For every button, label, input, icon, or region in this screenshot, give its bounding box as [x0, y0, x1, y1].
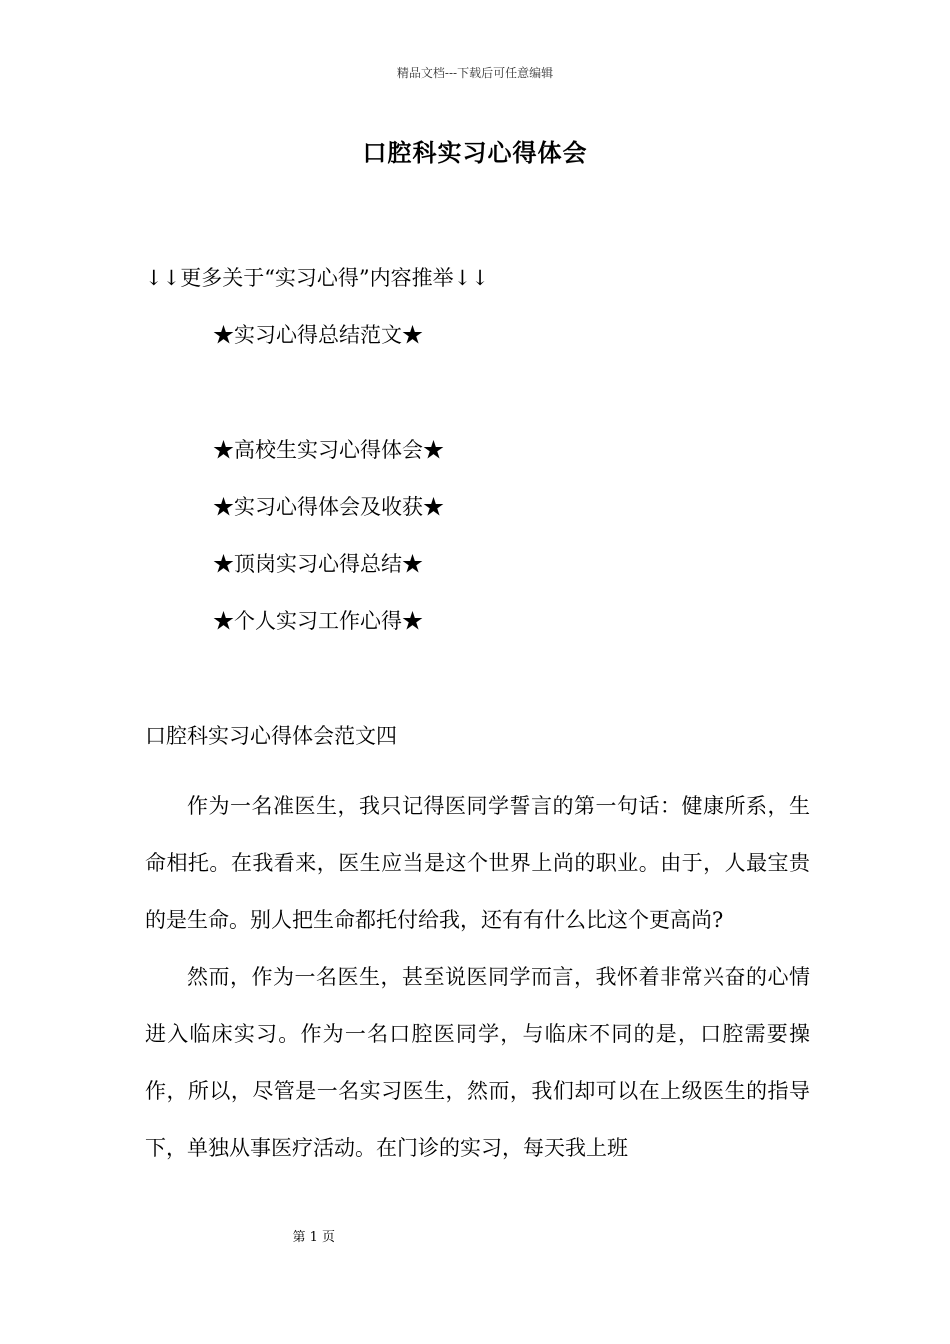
section-title: 口腔科实习心得体会范文四 [145, 724, 397, 748]
body-text [145, 778, 810, 1177]
paragraph-1: 作为一名准医生，我只记得医同学誓言的第一句话：健康所系，生命相托。在我看来，医生应当是这个世界上尚的职业。由于，人最宝贵的是生命。别人把生命都托付给我，还有有什么比这个更高尚? [145, 794, 810, 932]
recommend-link-3[interactable]: ★实习心得体会及收获★ [213, 495, 444, 519]
paragraph-2: 然而，作为一名医生，甚至说医同学而言，我怀着非常兴奋的心情进入临床实习。作为一名口腔医同学，与临床不同的是，口腔需要操作，所以，尽管是一名实习医生，然而，我们却可以在上级医生的指导下，单独从事医疗活动。在门诊的实习，每天我上班 [145, 965, 810, 1160]
document-title: 口腔科实习心得体会 [362, 138, 588, 167]
page-number: 第 1 页 [292, 1230, 335, 1245]
recommend-link-4[interactable]: ★顶岗实习心得总结★ [213, 552, 423, 576]
recommend-heading: ↓↓更多关于“实习心得”内容推举↓↓ [145, 266, 489, 290]
recommend-link-5[interactable]: ★个人实习工作心得★ [213, 609, 423, 633]
recommend-link-2[interactable]: ★高校生实习心得体会★ [213, 438, 444, 462]
recommend-link-1[interactable]: ★实习心得总结范文★ [213, 323, 423, 347]
header-note: 精品文档---下载后可任意编辑 [396, 66, 554, 80]
